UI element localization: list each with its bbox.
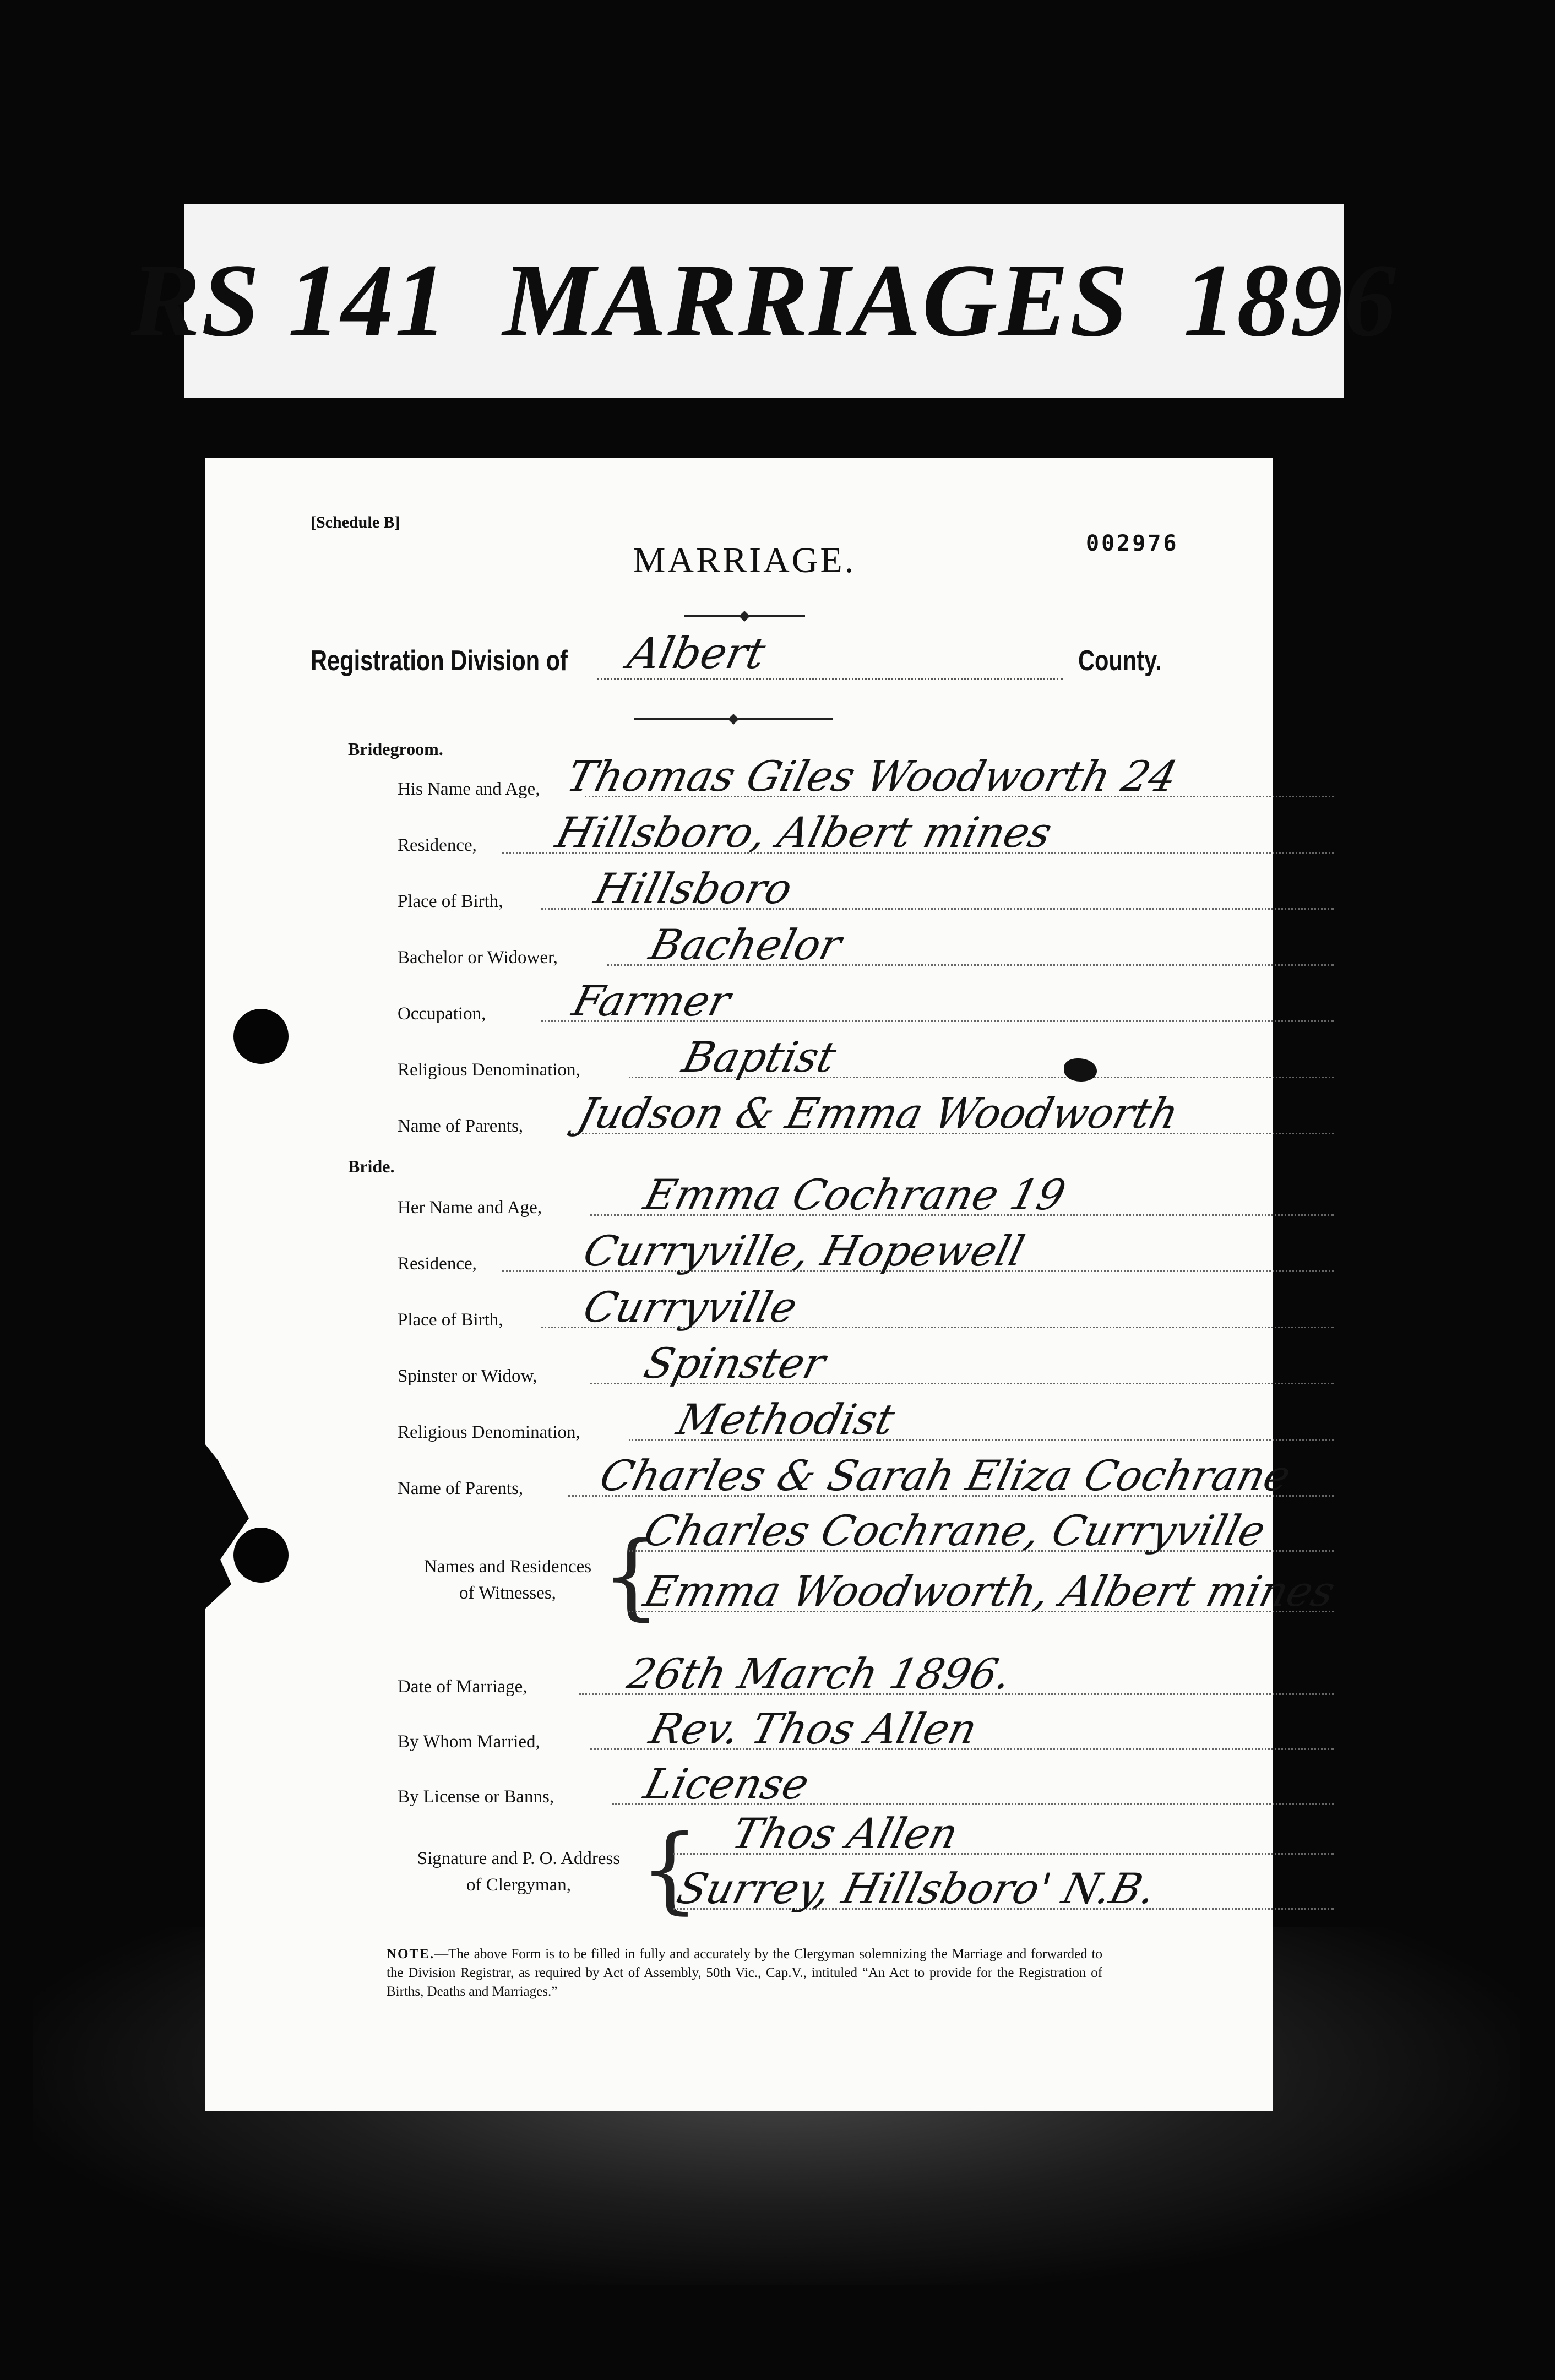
note-heading: NOTE. [387, 1947, 435, 1961]
field-label: Residence, [398, 835, 477, 855]
witnesses-label-line: Names and Residences [423, 1557, 592, 1577]
field-value: Baptist [677, 1033, 841, 1082]
field-label: By Whom Married, [398, 1732, 540, 1752]
note-text: —The above Form is to be filled in fully and accurately by the Clergyman solemnizing the Marriage and forwarded to the Division Registrar, as required by Act of Assembly, 50th Vic., Cap.V., intituled “An Act to provide for the Registration of Births, Deaths and Marriages.” [387, 1947, 1102, 1999]
clergyman-label-line: Signature and P. O. Address [417, 1849, 621, 1868]
field-label: Place of Birth, [398, 1310, 503, 1330]
field-value: Charles & Sarah Eliza Cochrane [595, 1451, 1296, 1500]
marriage-form [205, 458, 1340, 2111]
field-value: Curryville, Hopewell [578, 1226, 1030, 1275]
field-label: Name of Parents, [398, 1116, 524, 1136]
field-label: Spinster or Widow, [398, 1366, 537, 1386]
clergyman-value: Thos Allen [727, 1809, 964, 1858]
field-label: Religious Denomination, [398, 1422, 580, 1442]
field-row [205, 1219, 1273, 1280]
division-ornament [634, 718, 833, 720]
field-value: Rev. Thos Allen [644, 1704, 982, 1753]
field-row [205, 969, 1273, 1030]
form-number: 002976 [1086, 531, 1179, 556]
field-label: His Name and Age, [398, 779, 540, 799]
county-label: County. [1078, 645, 1162, 677]
form-note [387, 1945, 1102, 2001]
field-row [205, 1275, 1273, 1336]
field-value: Hillsboro [589, 864, 797, 913]
field-row [205, 1642, 1273, 1703]
field-label: Place of Birth, [398, 892, 503, 911]
field-row [205, 857, 1273, 917]
field-row [205, 1163, 1273, 1224]
field-value: License [639, 1759, 814, 1808]
form-title: MARRIAGE. [633, 540, 856, 580]
field-label: Date of Marriage, [398, 1677, 528, 1697]
witness-value: Emma Woodworth, Albert mines [639, 1567, 1340, 1616]
field-label: By License or Banns, [398, 1787, 554, 1807]
archive-header-label: RS 141 MARRIAGES 1896 [184, 204, 1344, 398]
field-row [205, 1025, 1273, 1086]
division-line [597, 678, 1063, 680]
field-value: Methodist [672, 1395, 900, 1444]
field-row [205, 913, 1273, 974]
field-value: 26th March 1896. [622, 1649, 1017, 1698]
witnesses-brace: { [601, 1522, 661, 1631]
field-label: Bachelor or Widower, [398, 948, 558, 968]
field-label: Residence, [398, 1254, 477, 1274]
field-row [205, 1857, 1273, 1917]
clergyman-value: Surrey, Hillsboro' N.B. [672, 1864, 1161, 1913]
field-value: Bachelor [644, 920, 847, 969]
field-value: Spinster [639, 1339, 830, 1388]
field-value: Farmer [567, 976, 736, 1025]
field-row [205, 1802, 1273, 1862]
field-row [205, 1444, 1296, 1504]
field-row [205, 745, 1273, 805]
field-value: Emma Cochrane 19 [639, 1170, 1071, 1219]
bridegroom-heading: Bridegroom. [348, 739, 443, 759]
clergyman-label-line: of Clergyman, [466, 1874, 572, 1895]
bride-heading: Bride. [348, 1156, 395, 1176]
clergyman-brace: { [640, 1815, 700, 1924]
field-value: Thomas Giles Woodworth 24 [562, 752, 1183, 801]
field-value: Judson & Emma Woodworth [573, 1089, 1184, 1138]
field-row [205, 1560, 1340, 1620]
field-row [205, 1499, 1273, 1560]
field-value: Curryville [578, 1283, 802, 1332]
division-label: Registration Division of [311, 645, 568, 677]
division-value: Albert [623, 629, 770, 678]
field-value: Hillsboro, Albert mines [551, 808, 1057, 857]
title-ornament [684, 615, 805, 617]
field-label: Occupation, [398, 1004, 486, 1024]
field-label: Name of Parents, [398, 1479, 524, 1498]
field-row [205, 1082, 1273, 1142]
field-label: Her Name and Age, [398, 1198, 542, 1218]
ink-blot [1064, 1058, 1097, 1082]
field-row [205, 1332, 1273, 1392]
field-label: Religious Denomination, [398, 1060, 580, 1080]
witnesses-label-line: of Witnesses, [459, 1583, 556, 1603]
witness-value: Charles Cochrane, Curryville [639, 1506, 1271, 1555]
field-row [205, 1388, 1273, 1448]
schedule-label: [Schedule B] [311, 513, 400, 531]
field-row [205, 1697, 1273, 1758]
field-row [205, 801, 1273, 861]
